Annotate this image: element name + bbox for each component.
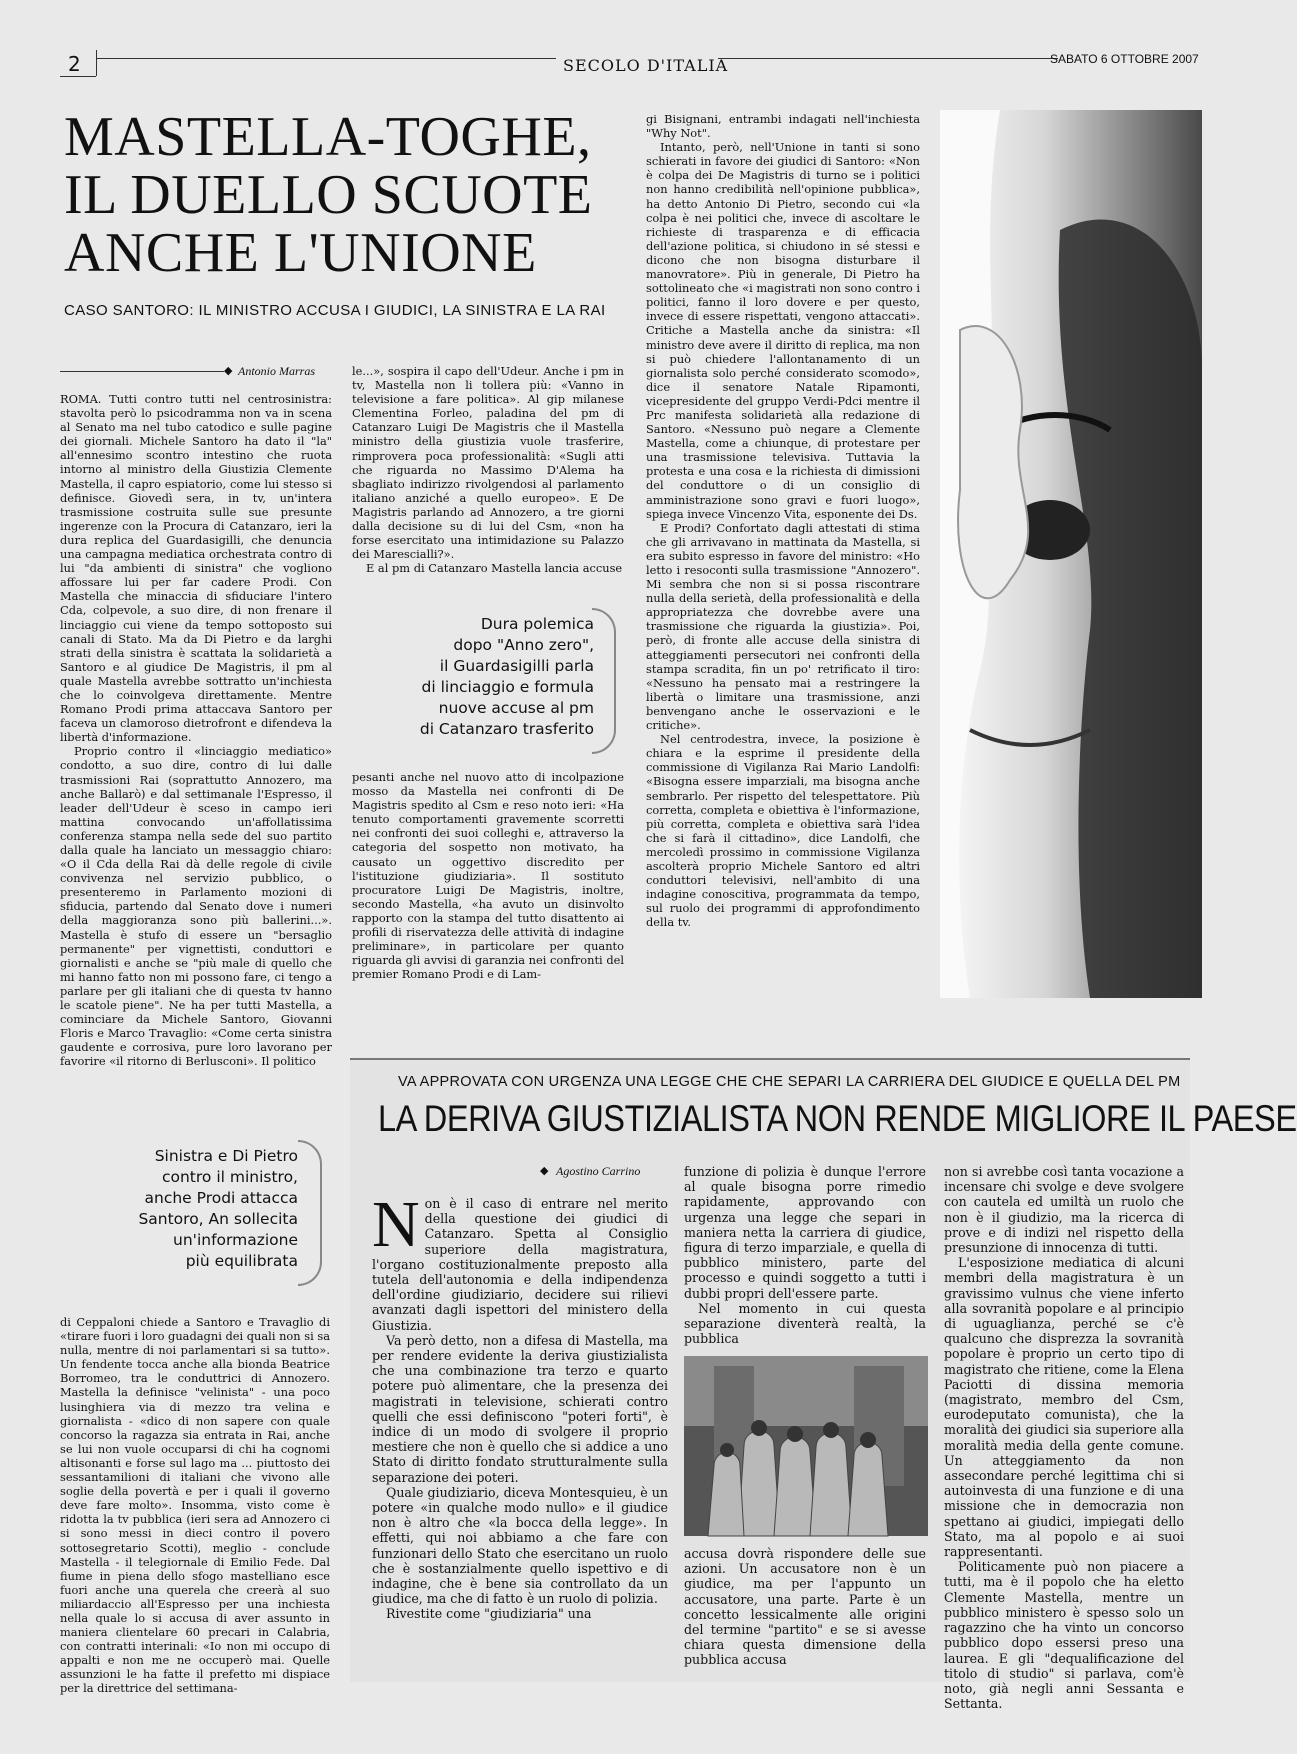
paragraph-text: on è il caso di entrare nel merito della questione dei giudici di Catanzaro. Spetta al Consiglio superiore della magistratura, l'organo costituzionalmente preposto alla tutela dell'autonomia e della indipendenza dell'ordine giudiziario, decidere sui rilievi avanzati dagli ispettori del ministero della Giustizia. xyxy=(372,1196,668,1333)
paragraph: Va però detto, non a difesa di Mastella, ma per rendere evidente la deriva giustizialista che una combinazione tra terzo e quarto potere può alimentare, che la presenza dei magistrati in televisione, schierati contro quelli che essi definiscono "poteri forti", è indice di un modo di svolgere il proprio mestiere che non è quello che si addice a uno Stato di diritto fondato strutturalmente sulla separazione dei poteri. xyxy=(372,1332,668,1485)
paragraph: E Prodi? Confortato dagli attestati di stima che gli arrivavano in mattinata da Mastella, si era subito espresso in favore del ministro: «Ho letto i resoconti sulla trasmissione "Annozero". Mi sembra che non si si possa riscontrare nulla della serietà, della professionalità e della appropriatezza che dovrebbe avere una trasmissione che riguarda la giustizia». Poi, però, di fronte alle accuse della sinistra di atteggiamenti persecutori nei confronti della stampa scradita, fin un po' retrificato il tiro: «Nessuno ha pensato mai a restringere la libertà o limitare una trasmissione, anzi benvengano anche le osservazioni e le critiche». xyxy=(646,520,920,733)
newspaper-name: SECOLO D'ITALIA xyxy=(563,56,729,75)
paragraph: Nel centrodestra, invece, la posizione è chiara e la esprime il presidente della commissione di Vigilanza Rai Mario Landolfi: «Bisogna essere imparziali, ma bisogna anche sembrarlo. Per rispetto del telespettatore. Più corretta, completa e obiettiva è l'informazione, più corretta, completa e obiettiva sarà l'idea che si farà il cittadino», dice Landolfi, che mercoledì prossimo in commissione Vigilanza ascolterà proprio Michele Santoro ed altri conduttori televisivi, nell'ambito di una indagine conoscitiva, programmata da tempo, sul ruolo dei programmi di approfondimento della tv. xyxy=(646,732,920,930)
title-line-2: IL DUELLO SCUOTE xyxy=(64,164,593,226)
dropcap: N xyxy=(372,1188,420,1261)
paragraph: Nel momento in cui questa separazione diventerà realtà, la pubblica xyxy=(684,1300,926,1347)
article1-col2-bottom xyxy=(352,770,624,981)
article-title xyxy=(64,108,624,282)
pull-quote-line: contro il ministro, xyxy=(161,1168,298,1186)
article2-byline-diamond-icon: ◆ xyxy=(540,1164,549,1177)
pull-quote xyxy=(380,614,594,740)
paragraph: Rivestite come "giudiziaria" una xyxy=(386,1606,592,1622)
pull-quote-line: Sinistra e Di Pietro xyxy=(154,1147,298,1165)
article1-col1-bottom xyxy=(60,1315,330,1696)
article2-col2-bottom xyxy=(684,1546,926,1668)
pull-quote-line: Santoro, An sollecita xyxy=(138,1210,298,1228)
article2-title: LA DERIVA GIUSTIZIALISTA NON RENDE MIGLIORE IL PAESE xyxy=(378,1098,1297,1139)
paragraph: accusa dovrà rispondere delle sue azioni. Un accusatore non è un giudice, ma per l'appunto un accusatore, una parte. Parte è un concetto lessicalmente alle origini del termine "partito" e se si avesse chiara questa dimensione della pubblica accusa xyxy=(684,1546,926,1668)
paragraph: ROMA. Tutti contro tutti nel centrosinistra: stavolta però lo psicodramma non va in scena al Senato ma nel tubo catodico e sulle pagine dei giornali. Michele Santoro ha dato il "la" all'ennesimo scontro intestino che ruota intorno al ministro della Giustizia Clemente Mastella, il capro espiatorio, come lui stesso si definisce. Giovedì sera, in tv, un'intera trasmissione costruita sulle sue presunte ingerenze con la Procura di Catanzaro, ieri la dura replica del Guardasigilli, che denuncia una campagna mediatica orchestrata contro di lui "da ambienti di sinistra" che vogliono affossare lui per far cadere Prodi. Con Mastella che minaccia di sfiduciare l'intero Cda, colpevole, a suo dire, di non frenare il linciaggio cui viene da tempo sottoposto sui canali di Stato. Ma da Di Pietro e da larghi strati della sinistra è scattata la solidarietà a Santoro e al giudice De Magistris, il pm al quale Mastella avrebbe sottratto un'inchiesta che lo coinvolgeva direttamente. Mentre Romano Prodi prima attaccava Santoro per faceva un clamoroso dietrofront e difendeva la libertà d'informazione. xyxy=(60,392,332,745)
paragraph: pesanti anche nel nuovo atto di incolpazione mosso da Mastella nei confronti di De Magistris spedito al Csm e reso noto ieri: «Ha tenuto comportamenti gravemente scorretti nei confronti dei suoi colleghi e, attraverso la categoria del sospetto non motivato, ha causato un oggettivo discredito per l'istituzione giudiziaria». Il sostituto procuratore Luigi De Magistris, inoltre, secondo Mastella, «ha avuto un disinvolto rapporto con la stampa del tutto disattento ai profili di riservatezza delle attività di indagine preliminare», in particolare per quanto riguarda gli avvisi di garanzia nei confronti del premier Romano Prodi e di Lam- xyxy=(352,770,624,982)
pull-quote-line: dopo "Anno zero", xyxy=(453,636,594,654)
pull-quote-2-bracket xyxy=(298,1140,322,1286)
article2-col1 xyxy=(372,1188,668,1622)
magistrates-photo xyxy=(684,1356,928,1536)
pull-quote-line: di linciaggio e formula xyxy=(421,678,594,696)
paragraph: le...», sospira il capo dell'Udeur. Anche i pm in tv, Mastella non li tollera più: «Vanno in televisione a fare politica». Al gip milanese Clementina Forleo, paladina del pm di Catanzaro Luigi De Magistris che il Mastella ministro della giustizia vuole trasferire, rimprovera poca professionalità: «Sugli atti che riguarda no Massimo D'Alema ha sbagliato indirizzo rivolgendosi al parlamento italiano anziché a quello europeo». E De Magistris parlando ad Annozero, a tre giorni dalla decisione su di lui del Csm, «non ha forse esercitato una intimidazione su Palazzo dei Marescialli?». xyxy=(352,364,624,562)
page-number-rule xyxy=(96,50,97,76)
paragraph: Proprio contro il «linciaggio mediatico» condotto, a suo dire, contro di lui dalle trasmissioni Rai (soprattutto Annozero, ma anche Ballarò) e dal settimanale l'Espresso, il leader dell'Udeur è sceso in campo ieri mattina convocando un'affollatissima conferenza stampa nella sede del suo partito dalla quale ha lanciato un messaggio chiaro: «O il Cda della Rai dà delle regole di civile convivenza nel servizio pubblico, o presenteremo in Parlamento mozioni di sfiducia, partendo dal Senato dove i numeri della maggioranza sono più ballerini...». Mastella è stufo di essere un "bersaglio permanente" per vignettisti, conduttori e giornalisti e anche se "più male di quello che mi hanno fatto non mi possono fare, ci tengo a parlare per gli italiani che di questa tv hanno le scatole piene". Ne ha per tutti Mastella, a cominciare da Michele Santoro, Giovanni Floris e Marco Travaglio: «Come certa sinistra gaudente e corrosiva, pure loro lavorano per favorire «il ritorno di Berlusconi». Il politico xyxy=(60,744,332,1069)
paragraph: funzione di polizia è dunque l'errore al quale bisogna porre rimedio rapidamente, approvando con urgenza una legge che separi in maniera netta la carriera di giudice, figura di terzo imparziale, e quella di pubblico ministero, parte del processo e quindi soggetto a tutti i dubbi propri dell'essere parte. xyxy=(684,1164,926,1301)
paragraph: E al pm di Catanzaro Mastella lancia accuse xyxy=(366,561,623,576)
paragraph: non si avrebbe così tanta vocazione a incensare chi svolge e deve svolgere con cautela ed umiltà un ruolo che non è il giudizio, ma la ricerca di prove e di indizi nel rispetto della presunzione di innocenza di tutti. xyxy=(944,1164,1184,1256)
pull-quote-line: di Catanzaro trasferito xyxy=(419,720,594,738)
title-line-3: ANCHE L'UNIONE xyxy=(64,222,537,284)
paragraph: gi Bisignani, entrambi indagati nell'inchiesta "Why Not". xyxy=(646,112,920,141)
page-number: 2 xyxy=(68,52,81,76)
article1-col3 xyxy=(646,112,920,929)
paragraph xyxy=(372,1188,668,1333)
article2-col3 xyxy=(944,1164,1184,1711)
pull-quote-line: Dura polemica xyxy=(480,615,594,633)
pull-quote-line: più equilibrata xyxy=(185,1252,298,1270)
pull-quote-line: anche Prodi attacca xyxy=(144,1189,298,1207)
article-author: Antonio Marras xyxy=(238,364,316,378)
paragraph: Intanto, però, nell'Unione in tanti si sono schierati in favore dei giudici di Santoro: «Non è colpa dei De Magistris di turno se i politici non hanno credibilità nell'opinione pubblica», ha detto Antonio Di Pietro, secondo cui «la colpa è nei politici che, invece di ascoltare le richieste di trasparenza e di efficacia dell'azione politica, si chiudono in sé stessi e dicono che non bisogna disturbare il manovratore». Più in generale, Di Pietro ha sottolineato che «i magistrati non sono contro i politici, fanno il loro dovere e per questo, invece di essere rispettati, vengono attaccati». Critiche a Mastella anche da sinistra: «Il ministro deve avere il diritto di replica, ma non si può chiedere l'allontanamento di un giornalista solo perché considerato scomodo», dice il senatore Natale Ripamonti, vicepresidente del gruppo Verdi-Pdci mentre il Prc manifesta solidarietà alla redazione di Santoro. «Nessuno può negare a Clemente Mastella, come a chiunque, di protestare per una trasmissione televisiva. Tuttavia la protesta e una cosa e la richiesta di dimissioni del conduttore o di un consiglio di amministrazione sono gravi e fuori luogo», spiega invece Vincenzo Vita, esponente dei Ds. xyxy=(646,140,920,521)
paragraph: Quale giudiziario, diceva Montesquieu, è un potere «in qualche modo nullo» e il giudice non è altro che «la bocca della legge». In effetti, qui noi abbiamo a che fare con funzionari dello Stato che esercitano un ruolo che è sostanzialmente quello ispettivo e di indagine, che è bene sia controllato da un giudice, ma che di fatto è un ruolo di polizia. xyxy=(372,1484,668,1607)
title-line-1: MASTELLA-TOGHE, xyxy=(64,106,592,168)
article2-author: Agostino Carrino xyxy=(556,1164,641,1178)
pull-quote-line: un'informazione xyxy=(173,1231,298,1249)
paragraph: di Ceppaloni chiede a Santoro e Travaglio di «tirare fuori i loro guadagni dei quali non si sa nulla, mentre di noi parlamentari si sa tutto». Un fendente tocca anche alla bionda Beatrice Borromeo, tra le conduttrici di Annozero. Mastella la definisce "velinista" - una poco lusinghiera via di mezzo tra velina e giornalista - «dico di non sapere con quale concorso la ragazza sia entrata in Rai, anche se lui non vuole occuparsi di chi ha cognomi altisonanti e forse sul lago ma ... piuttosto dei sessantamilioni di italiani che vivono alle soglie della povertà e per i quali il governo deve fare molto». Insomma, visto come è ridotta la tv pubblica (ieri sera ad Annozero ci si sono messi in dieci contro il povero sottosegretario Scotti), meglio - conclude Mastella - il telegiornale di Emilio Fede. Dal fiume in piena dello sfogo mastelliano esce fuori anche una querela che creerà al suo miliardaccio all'Espresso per una inchiesta nella quale lo si accusa di aver assunto in maniera clientelare 60 precari in Calabria, con contratti interinali: «Io non mi occupo di appalti e non me ne occuperò mai. Quelle assunzioni le ha fatte il prefetto mi dispiace per la direttrice del settimana- xyxy=(60,1315,330,1696)
mastella-photo xyxy=(940,110,1202,998)
header-date: SABATO 6 OTTOBRE 2007 xyxy=(1050,52,1199,66)
header-rule-right xyxy=(718,58,1058,59)
pull-quote-line: nuove accuse al pm xyxy=(438,699,594,717)
pull-quote-line: il Guardasigilli parla xyxy=(439,657,594,675)
article2-col2 xyxy=(684,1164,926,1346)
header-rule xyxy=(96,58,556,59)
article-subtitle: CASO SANTORO: IL MINISTRO ACCUSA I GIUDICI, LA SINISTRA E LA RAI xyxy=(64,302,606,319)
header-rule-left xyxy=(60,76,96,77)
paragraph: Politicamente può non piacere a tutti, ma è il popolo che ha eletto Clemente Mastella, mentre un pubblico ministero è spesso solo un ragazzino che ha vinto un concorso pubblico dopo essersi preso una laurea. E gli "dequalificazione del titolo di studio" si parlava, com'è noto, già negli anni Sessanta e Settanta. xyxy=(944,1559,1184,1712)
article1-col2-top xyxy=(352,364,624,575)
pull-quote-2 xyxy=(90,1146,298,1272)
article2-kicker: VA APPROVATA CON URGENZA UNA LEGGE CHE CHE SEPARI LA CARRIERA DEL GIUDICE E QUELLA DEL PM xyxy=(398,1074,1181,1090)
article1-col1-top xyxy=(60,392,332,1069)
byline-diamond-icon: ◆ xyxy=(224,364,233,377)
pull-quote-bracket xyxy=(592,608,616,754)
byline-rule xyxy=(60,371,224,372)
paragraph: L'esposizione mediatica di alcuni membri della magistratura è un gravissimo vulnus che viene inferto alla sovranità popolare e al principio di uguaglianza, perché se c'è qualcuno che disprezza la sovranità popolare è proprio un certo tipo di magistrato che ritiene, come la Elena Paciotti di dissina memoria (magistrato, membro del Csm, eurodeputato comunista), che la moralità dei giudici sia superiore alla moralità media della gente comune. Un atteggiamento da non assecondare perché legittima chi si autoinvesta di una funzione e di una missione che in democrazia non spettano ai giudici, impiegati dello Stato, ma al popolo e ai suoi rappresentanti. xyxy=(944,1255,1184,1560)
